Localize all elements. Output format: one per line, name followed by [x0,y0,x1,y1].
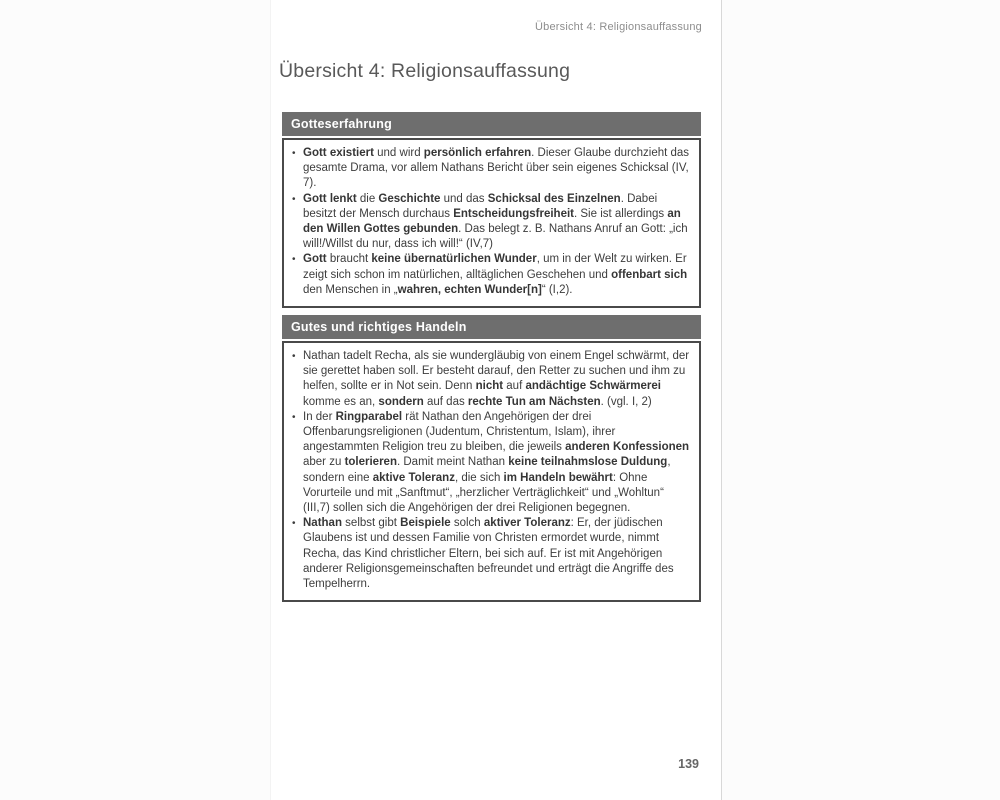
section-body [282,341,701,602]
bullet-item [291,146,690,192]
text-segment: . (vgl. I, 2) [600,395,652,408]
bullet-item [291,349,690,410]
bold-text: sondern [378,395,424,408]
bullet-item [291,410,690,516]
text-segment: auf [503,380,526,393]
bold-text: Geschichte [378,192,441,205]
text-segment: : Er, der jüdischen Glaubens ist und dessen Familie von Christen ermordet wurde, nimmt Recha, das Kind christlicher Eltern, bei sich auf. Er ist mit Angehörigen anderer Religionsgemeinschaften befreundet und erträgt die Angriffe des Tempelherrn. [303,517,674,591]
text-segment: selbst gibt [341,517,401,530]
bold-text: aktive Toleranz [372,471,455,484]
text-segment: die [356,192,379,205]
text-segment: auf das [423,395,468,408]
bold-text: Entscheidungsfreiheit [453,207,574,220]
text-segment: und wird [373,147,424,159]
bold-text: Gott [303,253,327,266]
bold-text: aktiver Toleranz [483,517,571,530]
bold-text: im Handeln bewährt [503,471,613,484]
page-number: 139 [678,757,699,771]
text-segment: “ (I,2). [541,283,573,296]
text-segment: den Menschen in „ [303,283,398,296]
text-segment: . Damit meint Nathan [396,456,509,469]
bold-text: wahren, echten Wunder[n] [397,283,542,296]
text-segment: und das [440,192,488,205]
bold-text: rechte Tun am Nächsten [467,395,601,408]
text-segment: . Dabei besitzt der Mensch durchaus [303,192,658,220]
bold-text: an den Willen Gottes gebunden [303,207,681,236]
text-segment: . Dieser Glaube durchzieht das gesamte Drama, vor allem Nathans Bericht über sein eigenes Schicksal (IV, 7). [303,147,690,190]
bullet-list [291,349,690,592]
bold-text: Gott lenkt [303,192,357,205]
section-box [282,315,701,602]
section-header: Gutes und richtiges Handeln [282,315,701,339]
bold-text: Beispiele [400,517,451,530]
text-segment: aber zu [303,456,345,469]
bold-text: persönlich erfahren [423,147,532,159]
text-segment: rät Nathan den Angehörigen der drei Offenbarungsreligionen (Judentum, Christentum, Islam), ihrer angestammten Religion treu zu bleiben, die jeweils [303,410,616,454]
bold-text: anderen Konfessionen [565,441,690,454]
page-title: Übersicht 4: Religionsauffassung [279,60,571,82]
text-segment: . Das belegt z. B. Nathans Anruf an Gott: „ich will!/Willst du nur, dass ich will!“ (IV,7) [303,223,688,251]
bold-text: keine teilnahmslose Duldung [508,456,668,469]
text-segment: : Ohne Vorurteile und mit „Sanftmut“, „herzlicher Verträglichkeit“ und „Wohltun“ (III,7) sollen sich die Angehörigen der drei Religionen begegnen. [303,471,664,515]
bullet-item [291,252,690,298]
bullet-item [291,192,690,253]
section-header: Gotteserfahrung [282,112,701,136]
book-page [270,0,722,800]
bold-text: keine übernatürlichen Wunder [371,253,537,266]
text-segment: , um in der Welt zu wirken. Er zeigt sich schon im natürlichen, alltäglichen Geschehen und [303,253,687,281]
bold-text: offenbart sich [611,268,688,281]
text-segment: , die sich [454,471,504,484]
bold-text: Ringparabel [335,410,403,423]
running-head: Übersicht 4: Religionsauffassung [534,21,702,33]
bold-text: Gott existiert [303,147,374,159]
text-segment: braucht [326,253,372,266]
bullet-list [291,146,690,298]
text-segment: , sondern eine [303,456,671,484]
bullet-item [291,516,690,592]
text-segment: komme es an, [303,395,379,408]
text-segment: . Sie ist allerdings [574,207,668,220]
section-body [282,138,701,308]
bold-text: nicht [475,380,504,393]
bold-text: Nathan [303,517,342,530]
bold-text: tolerieren [344,456,397,469]
text-segment: Nathan tadelt Recha, als sie wundergläubig von einem Engel schwärmt, der sie gerettet haben soll. Er besteht darauf, den Retter zu suchen und ihm zu helfen, sollte er in Not sein. Denn [303,350,690,393]
bold-text: andächtige Schwärmerei [525,380,661,393]
bold-text: Schicksal des Einzelnen [487,192,621,205]
section-box [282,112,701,308]
text-segment: solch [450,517,484,530]
text-segment: In der [303,410,336,423]
